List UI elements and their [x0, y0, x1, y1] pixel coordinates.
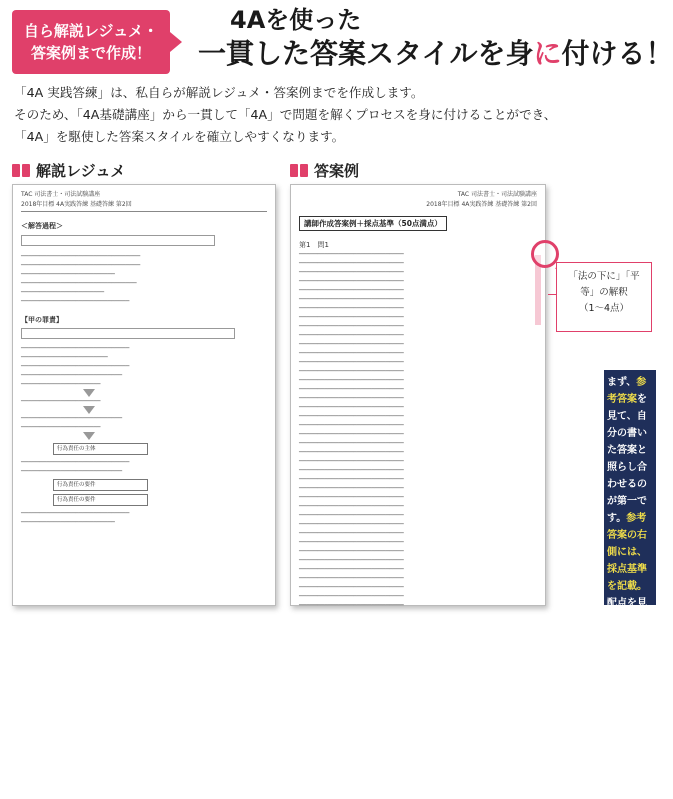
answer-text-line: ───────────────────────────── — [299, 368, 404, 375]
title-line2-a: 一貫した答案スタイルを身 — [198, 37, 534, 70]
resume-heading-a: ＜解答過程＞ — [21, 222, 63, 230]
section-answer — [290, 160, 359, 181]
resume-text-line: ──────────────────────────── — [21, 415, 123, 422]
callout-line2: 等」の解釈 — [580, 287, 628, 298]
answer-text-line: ───────────────────────────── — [299, 494, 404, 501]
resume-text-line: ────────────────────────────── — [21, 459, 130, 466]
section-answer-label: 答案例 — [314, 162, 360, 180]
down-arrow-icon — [83, 406, 95, 414]
resume-text-line: ────────────────────────── — [21, 519, 115, 526]
intro-line2: そのため、「4A基礎講座」から一貫して「4A」で問題を解くプロセスを身に付けることができ、 — [14, 107, 557, 122]
resume-text-line: ────────────────────────────── — [21, 298, 130, 305]
answer-box-title: 講師作成答案例＋採点基準（50点満点） — [299, 216, 447, 231]
resume-text-line: ────────────────────── — [21, 424, 101, 431]
answer-text-line: ───────────────────────────── — [299, 395, 404, 402]
answer-text-line: ───────────────────────────── — [299, 530, 404, 537]
answer-text-line: ───────────────────────────── — [299, 512, 404, 519]
note-p3: 配点を見ることで、合格答案になるためには、どの部分をどれくらい書くべきだったかが一目瞭然！ — [607, 598, 647, 796]
badge-line1: 自ら解説レジュメ・ — [23, 22, 159, 40]
resume-flow-box: 行為責任の要件 — [53, 494, 148, 506]
resume-text-line: ────────────────────────────── — [21, 345, 130, 352]
answer-text-line: ───────────────────────────── — [299, 503, 404, 510]
explanation-note — [604, 370, 656, 796]
section-resume-label: 解説レジュメ — [36, 162, 126, 180]
note-p2: を見て、自分の書いた答案と照らし合わせるのが第一です。 — [607, 394, 647, 524]
answer-text-line: ───────────────────────────── — [299, 566, 404, 573]
answer-text-line: ───────────────────────────── — [299, 485, 404, 492]
magnifier-icon — [531, 240, 559, 268]
answer-text-line: ───────────────────────────── — [299, 269, 404, 276]
answer-text-line: ───────────────────────────── — [299, 602, 404, 609]
resume-text-line: ──────────────────────────── — [21, 468, 123, 475]
answer-text-line: ───────────────────────────── — [299, 548, 404, 555]
resume-text-line: ──────────────────────────── — [21, 372, 123, 379]
answer-text-line: ───────────────────────────── — [299, 305, 404, 312]
answer-text-line: ───────────────────────────── — [299, 557, 404, 564]
down-arrow-icon — [83, 432, 95, 440]
note-y1: 参考答案 — [607, 377, 647, 405]
answer-text-line: ───────────────────────────── — [299, 323, 404, 330]
intro-text — [14, 82, 654, 148]
answer-text-line: ───────────────────────────── — [299, 449, 404, 456]
resume-flow-box: 行為責任の要件 — [53, 479, 148, 491]
answer-text-line: ───────────────────────────── — [299, 593, 404, 600]
answer-text-line: ───────────────────────────── — [299, 260, 404, 267]
resume-text-line: ────────────────────── — [21, 381, 101, 388]
answer-text-line: ───────────────────────────── — [299, 584, 404, 591]
title-line2-hl: に — [533, 37, 562, 70]
callout-line1: 「法の下に」「平 — [568, 271, 640, 282]
resume-heading-b: 【甲の罪責】 — [21, 316, 63, 324]
resume-flow-box: 行為責任の主体 — [53, 443, 148, 455]
callout-connector — [548, 294, 556, 295]
answer-text-line: ───────────────────────────── — [299, 251, 404, 258]
note-p1: まず、 — [607, 377, 637, 388]
note-y2: 参考答案の右側には、採点基準を記載。 — [607, 513, 647, 592]
answer-text-line: ───────────────────────────── — [299, 476, 404, 483]
answer-text-line: ───────────────────────────── — [299, 350, 404, 357]
answer-text-line: ───────────────────────────── — [299, 278, 404, 285]
answer-text-line: ───────────────────────────── — [299, 521, 404, 528]
resume-header1: TAC 司法書士・司法試験講座 — [21, 191, 101, 198]
intro-line1: 「4A 実践答練」は、私自らが解説レジュメ・答案例までを作成します。 — [14, 85, 424, 100]
answer-header2: 2018年目標 4A実践答練 基礎答練 第2回 — [426, 201, 537, 208]
resume-box-line — [21, 235, 215, 246]
resume-header2: 2018年目標 4A実践答練 基礎答練 第2回 — [21, 201, 132, 208]
answer-text-line: ───────────────────────────── — [299, 458, 404, 465]
down-arrow-icon — [83, 389, 95, 397]
answer-text-line: ───────────────────────────── — [299, 422, 404, 429]
intro-line3: 「4A」を駆使した答案スタイルを確立しやすくなります。 — [14, 129, 345, 144]
resume-text-line: ───────────────────────────────── — [21, 253, 141, 260]
answer-text-line: ───────────────────────────── — [299, 539, 404, 546]
answer-text-line: ───────────────────────────── — [299, 404, 404, 411]
book-icon — [12, 164, 30, 177]
answer-text-line: ───────────────────────────── — [299, 314, 404, 321]
answer-text-line: ───────────────────────────── — [299, 575, 404, 582]
resume-text-line: ──────────────────────────────── — [21, 280, 137, 287]
title-line2 — [198, 36, 673, 72]
title-4a: 4A — [230, 6, 266, 34]
book-icon — [290, 164, 308, 177]
resume-text-line: ────────────────────────── — [21, 271, 115, 278]
resume-text-line: ───────────────────────────────── — [21, 262, 141, 269]
title-line2-b: 付ける！ — [561, 37, 673, 70]
intro-badge — [12, 10, 170, 74]
scoring-callout — [556, 262, 652, 332]
resume-document — [12, 184, 276, 606]
title-line1 — [198, 4, 653, 36]
answer-text-line: ───────────────────────────── — [299, 440, 404, 447]
resume-text-line: ────────────────────── — [21, 398, 101, 405]
answer-text-line: ───────────────────────────── — [299, 377, 404, 384]
resume-text-line: ─────────────────────── — [21, 289, 105, 296]
answer-header1: TAC 司法書士・司法試験講座 — [457, 191, 537, 198]
answer-text-line: ───────────────────────────── — [299, 296, 404, 303]
answer-text-line: ───────────────────────────── — [299, 467, 404, 474]
divider — [21, 211, 267, 212]
answer-text-line: ───────────────────────────── — [299, 386, 404, 393]
answer-text-line: ───────────────────────────── — [299, 413, 404, 420]
page-title — [198, 4, 673, 72]
answer-text-line: ───────────────────────────── — [299, 287, 404, 294]
title-line1-text: を使った — [265, 6, 362, 34]
answer-question: 第1 問1 — [299, 241, 329, 249]
section-resume — [12, 160, 125, 181]
resume-text-line: ────────────────────────────── — [21, 510, 130, 517]
resume-box-line — [21, 328, 235, 339]
resume-text-line: ──────────────────────── — [21, 354, 108, 361]
answer-text-line: ───────────────────────────── — [299, 359, 404, 366]
badge-line2: 答案例まで作成！ — [30, 44, 151, 62]
answer-text-line: ───────────────────────────── — [299, 332, 404, 339]
resume-text-line: ────────────────────────────── — [21, 363, 130, 370]
callout-line3: （1～4点） — [578, 303, 630, 314]
answer-text-line: ───────────────────────────── — [299, 431, 404, 438]
answer-text-line: ───────────────────────────── — [299, 341, 404, 348]
answer-document — [290, 184, 546, 609]
